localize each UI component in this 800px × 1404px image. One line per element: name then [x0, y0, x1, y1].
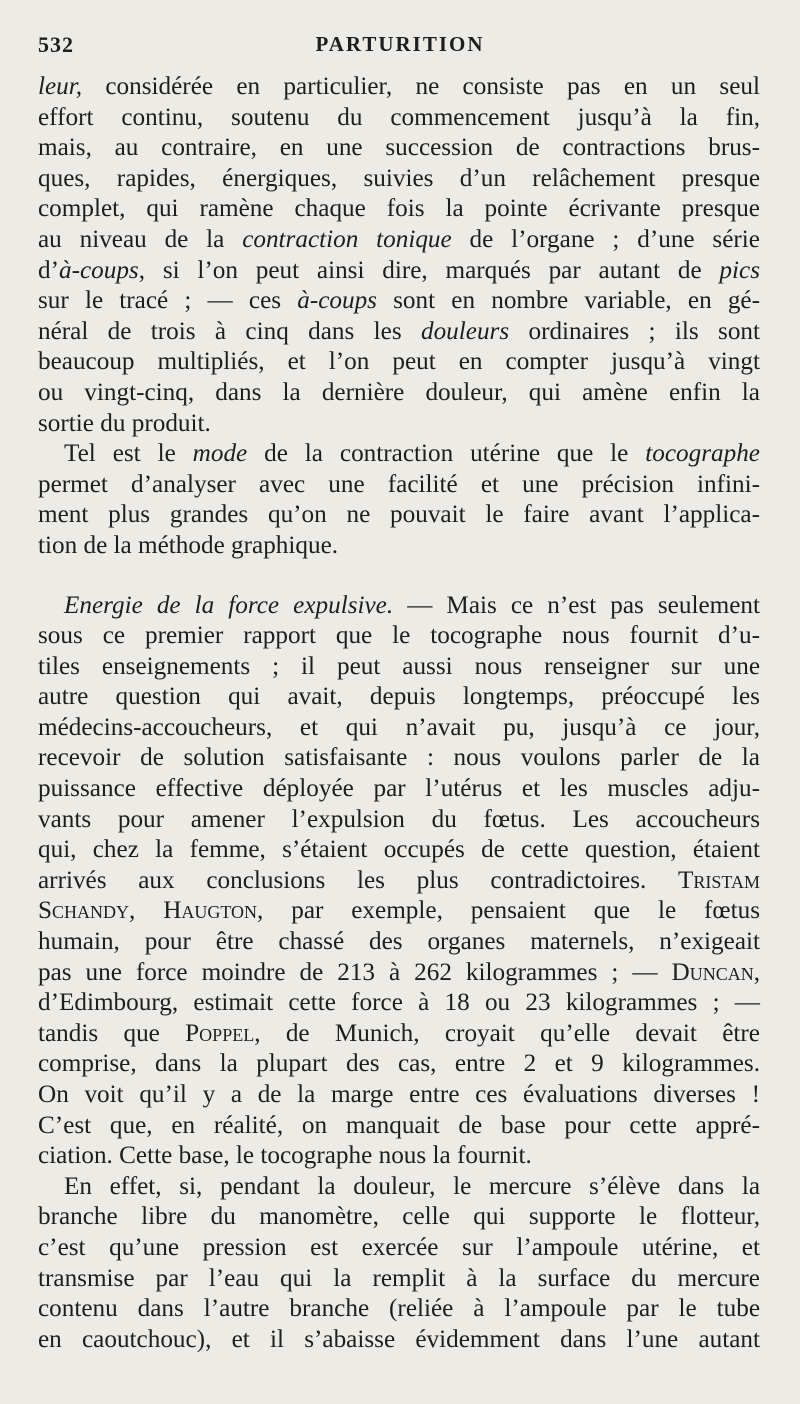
- text-run: recevoir de solution satisfaisante : nous voulons parler de la: [38, 744, 760, 772]
- text-run: Tel est le: [64, 440, 193, 468]
- text-run: c’est qu’une pression est exercée sur l’ampoule utérine, et: [38, 1233, 760, 1261]
- text-run: ou vingt-cinq, dans la dernière douleur, qui amène enfin la: [38, 378, 760, 406]
- text-line: [38, 958, 760, 989]
- text-line: [38, 72, 760, 103]
- text-run: de l’organe ; d’une série: [451, 225, 760, 253]
- text-run: ques, rapides, énergiques, suivies d’un relâchement presque: [38, 164, 760, 192]
- text-line: [38, 470, 760, 501]
- text-line: [38, 743, 760, 774]
- text-line: [38, 347, 760, 378]
- text-line: [38, 164, 760, 195]
- text-run: transmise par l’eau qui la remplit à la surface du mercure: [38, 1264, 760, 1292]
- text-line: [38, 713, 760, 744]
- text-line: [38, 225, 760, 256]
- italic-text: mode: [192, 440, 248, 468]
- text-run: d’Edimbourg, estimait cette force à 18 ou 23 kilogrammes ; —: [38, 989, 760, 1017]
- text-run: branche libre du manomètre, celle qui supporte le flotteur,: [38, 1203, 760, 1231]
- paragraph: [38, 72, 760, 439]
- text-run: , de Munich, croyait qu’elle devait être: [254, 1019, 760, 1047]
- running-title: PARTURITION: [315, 32, 485, 56]
- text-run: au niveau de la: [38, 225, 243, 253]
- text-line: [38, 103, 760, 134]
- text-run: sur le tracé ; — ces: [38, 287, 298, 315]
- text-line: [38, 1141, 760, 1172]
- text-line: [38, 682, 760, 713]
- text-run: beaucoup multipliés, et l’on peut en compter jusqu’à vingt: [38, 348, 760, 376]
- text-run: tion de la méthode graphique.: [38, 531, 339, 559]
- page-number: 532: [38, 32, 74, 57]
- text-line: [38, 194, 760, 225]
- text-run: ment plus grandes qu’on ne pouvait le faire avant l’applica-: [38, 501, 760, 529]
- text-line: [38, 988, 760, 1019]
- text-line: [38, 1264, 760, 1295]
- text-run: qui, chez la femme, s’étaient occupés de cette question, étaient: [38, 836, 760, 864]
- text-run: puissance effective déployée par l’utérus et les muscles adju-: [38, 775, 760, 803]
- text-line: [38, 133, 760, 164]
- paragraph: [38, 591, 760, 1172]
- paragraph: [38, 1172, 760, 1356]
- text-line: [38, 317, 760, 348]
- text-run: sortie du produit.: [38, 409, 211, 437]
- text-run: néral de trois à cinq dans les: [38, 317, 421, 345]
- text-run: autre question qui avait, depuis longtemps, préoccupé les: [38, 683, 760, 711]
- author-name: Tristam: [678, 866, 760, 894]
- text-line: [38, 1080, 760, 1111]
- text-run: permet d’analyser avec une facilité et une précision infini-: [38, 470, 760, 498]
- text-run: ordinaires ; ils sont: [509, 317, 761, 345]
- text-run: ,: [753, 958, 760, 986]
- author-name: Haugton: [163, 897, 258, 925]
- italic-text: Energie de la force expulsive.: [64, 591, 394, 619]
- text-line: [38, 896, 760, 927]
- text-line: [38, 835, 760, 866]
- text-run: en caoutchouc), et il s’abaisse évidemment dans l’une autant: [38, 1325, 760, 1353]
- text-line: [38, 805, 760, 836]
- text-line: [38, 866, 760, 897]
- text-run: pas une force moindre de 213 à 262 kilogrammes ; —: [38, 958, 672, 986]
- text-run: , par exemple, pensaient que le fœtus: [257, 897, 760, 925]
- text-line: [38, 531, 760, 562]
- text-line: [38, 1111, 760, 1142]
- text-run: effort continu, soutenu du commencement jusqu’à la fin,: [38, 103, 760, 131]
- text-line: [38, 1172, 760, 1203]
- text-run: , si l’on peut ainsi dire, marqués par autant de: [138, 256, 720, 284]
- text-line: [38, 1294, 760, 1325]
- italic-text: tocographe: [645, 440, 760, 468]
- text-run: comprise, dans la plupart des cas, entre 2 et 9 kilogrammes.: [38, 1050, 760, 1078]
- text-run: considérée en particulier, ne consiste pas en un seul: [82, 73, 760, 100]
- text-run: tandis que: [38, 1019, 186, 1047]
- author-name: Duncan: [671, 958, 754, 986]
- author-name: Poppel: [185, 1019, 255, 1047]
- text-line: [38, 652, 760, 683]
- page-body: [38, 72, 760, 1355]
- text-run: C’est que, en réalité, on manquait de base pour cette appré-: [38, 1111, 760, 1139]
- text-run: — Mais ce n’est pas seulement: [393, 591, 760, 619]
- text-line: [38, 591, 760, 622]
- text-line: [38, 256, 760, 287]
- text-run: arrivés aux conclusions les plus contradictoires.: [38, 866, 679, 894]
- text-run: sous ce premier rapport que le tocographe nous fournit d’u-: [38, 622, 760, 650]
- italic-text: leur,: [38, 73, 83, 100]
- text-line: [38, 927, 760, 958]
- text-run: contenu dans l’autre branche (reliée à l’ampoule par le tube: [38, 1295, 760, 1323]
- page-header: [38, 32, 762, 62]
- text-line: [38, 1049, 760, 1080]
- text-run: médecins-accoucheurs, et qui n’avait pu, jusqu’à ce jour,: [38, 713, 760, 741]
- text-run: de la contraction utérine que le: [247, 440, 646, 468]
- text-run: vants pour amener l’expulsion du fœtus. Les accoucheurs: [38, 805, 760, 833]
- text-run: En effet, si, pendant la douleur, le mercure s’élève dans la: [64, 1172, 760, 1200]
- text-line: [38, 1202, 760, 1233]
- text-run: mais, au contraire, en une succession de contractions brus-: [38, 134, 760, 162]
- text-run: On voit qu’il y a de la marge entre ces évaluations diverses !: [38, 1081, 760, 1108]
- text-line: [38, 439, 760, 470]
- text-line: [38, 1019, 760, 1050]
- section-gap: [38, 562, 760, 591]
- text-run: ,: [129, 897, 164, 925]
- italic-text: pics: [719, 256, 760, 284]
- text-line: [38, 774, 760, 805]
- text-run: d’: [38, 256, 59, 284]
- text-line: [38, 500, 760, 531]
- text-line: [38, 409, 760, 440]
- paragraph: [38, 439, 760, 561]
- text-run: humain, pour être chassé des organes maternels, n’exigeait: [38, 928, 760, 956]
- text-line: [38, 286, 760, 317]
- italic-text: douleurs: [420, 317, 510, 345]
- text-run: complet, qui ramène chaque fois la pointe écrivante presque: [38, 195, 760, 223]
- text-line: [38, 621, 760, 652]
- text-line: [38, 378, 760, 409]
- text-line: [38, 1325, 760, 1356]
- italic-text: à-coups: [58, 256, 139, 284]
- italic-text: contraction tonique: [242, 225, 452, 253]
- author-name: Schandy: [38, 897, 130, 925]
- text-run: ciation. Cette base, le tocographe nous la fournit.: [38, 1142, 532, 1170]
- text-run: sont en nombre variable, en gé-: [376, 287, 760, 315]
- text-line: [38, 1233, 760, 1264]
- text-run: tiles enseignements ; il peut aussi nous renseigner sur une: [38, 652, 760, 680]
- italic-text: à-coups: [297, 287, 377, 315]
